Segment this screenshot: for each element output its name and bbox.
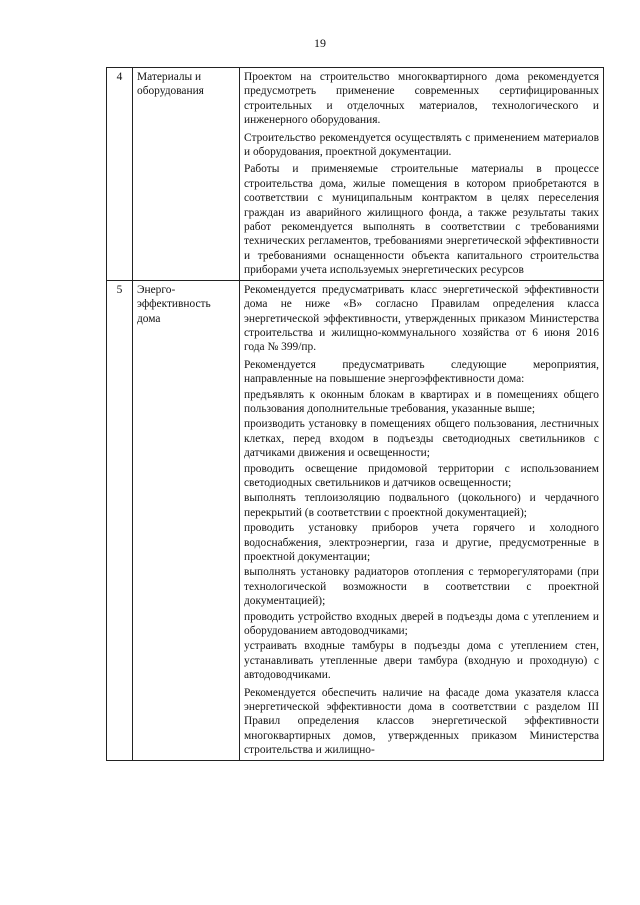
list-item: выполнять теплоизоляцию подвального (цокольного) и чердачного перекрытий (в соответствии с проектной документацией); <box>244 492 599 519</box>
paragraph: Проектом на строительство многоквартирного дома рекомендуется предусмотреть применение современных сертифицированных строительных и отделочных материалов, технологического и инженерного оборудования. <box>244 71 599 127</box>
row-number: 4 <box>107 68 133 281</box>
paragraph: Строительство рекомендуется осуществлять с применением материалов и оборудования, проектной документации. <box>244 131 599 159</box>
table-row <box>107 68 604 281</box>
paragraph: Работы и применяемые строительные материалы в процессе строительства дома, жилые помещения в котором приобретаются в соответствии с муниципальным контрактом в целях переселения граждан из аварийного жилищного фонда, а также результаты таких работ рекомендуется выполнять в соответствии с требованиями технических регламентов, требованиями энергетической эффективности и требованиями оснащенности объекта капитального строительства приборами учета используемых энергетических ресурсов <box>244 163 599 277</box>
table-row <box>107 280 604 760</box>
list-item: проводить освещение придомовой территории с использованием светодиодных светильников и датчиков освещенности; <box>244 462 599 489</box>
list-item: производить установку в помещениях общего пользования, лестничных клетках, перед входом в подъезды светодиодных светильников с датчиками движения и освещенности; <box>244 418 599 460</box>
list-item: проводить устройство входных дверей в подъезды дома с утеплением и оборудованием автодоводчиками; <box>244 610 599 638</box>
paragraph: Рекомендуется предусматривать класс энергетической эффективности дома не ниже «В» согласно Правилам определения класса энергетической эффективности, утвержденных приказом Министерства строительства и жилищно-коммунального хозяйства от 6 июня 2016 года № 399/пр. <box>244 283 599 354</box>
row-title: Энерго-эффективность дома <box>133 280 240 760</box>
list-item: устраивать входные тамбуры в подъезды дома с утеплением стен, устанавливать утепленные двери тамбура (входную и проходную) с автодоводчиками. <box>244 640 599 682</box>
list-item: выполнять установку радиаторов отопления с терморегуляторами (при технологической возможности в соответствии с проектной документацией); <box>244 566 599 608</box>
requirements-table <box>106 67 604 761</box>
paragraph: Рекомендуется обеспечить наличие на фасаде дома указателя класса энергетической эффективности дома в соответствии с разделом III Правил определения классов энергетической эффективности многоквартирных домов, утвержденных приказом Министерства строительства и жилищно- <box>244 686 599 757</box>
page-number: 19 <box>314 36 326 50</box>
row-number: 5 <box>107 280 133 760</box>
paragraph: Рекомендуется предусматривать следующие мероприятия, направленные на повышение энергоэффективности дома: <box>244 358 599 386</box>
list-item: проводить установку приборов учета горячего и холодного водоснабжения, электроэнергии, газа и другие, предусмотренные в проектной документации; <box>244 522 599 563</box>
row-content <box>240 68 604 281</box>
row-title: Материалы и оборудования <box>133 68 240 281</box>
row-content <box>240 280 604 760</box>
list-item: предъявлять к оконным блокам в квартирах и в помещениях общего пользования дополнительные требования, указанные выше; <box>244 388 599 415</box>
